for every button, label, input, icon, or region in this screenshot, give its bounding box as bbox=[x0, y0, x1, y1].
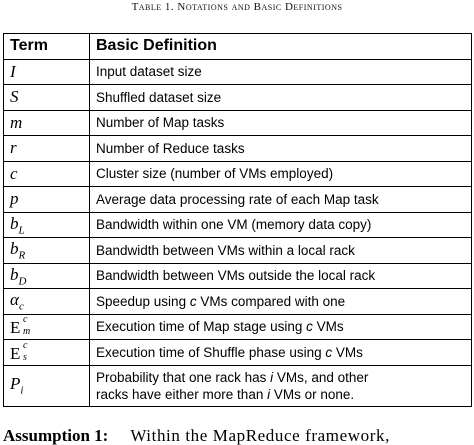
definition-cell: Number of Map tasks bbox=[90, 110, 472, 136]
definition-variable: c bbox=[325, 344, 333, 360]
header-definition: Basic Definition bbox=[90, 34, 472, 60]
assumption-text: Within the MapReduce framework, bbox=[130, 426, 390, 445]
term-symbol: m bbox=[10, 112, 23, 132]
term-symbol: b bbox=[10, 213, 19, 233]
term-symbol: E bbox=[10, 343, 21, 363]
table-row bbox=[4, 212, 472, 238]
term-symbol: b bbox=[10, 264, 19, 284]
term-cell bbox=[4, 314, 90, 340]
definition-text: Speedup using bbox=[96, 293, 190, 309]
term-cell bbox=[4, 187, 90, 213]
term-subscript: m bbox=[23, 326, 31, 338]
definition-variable: c bbox=[306, 319, 313, 335]
definition-text: VMs, and other bbox=[273, 369, 369, 385]
header-term: Term bbox=[4, 34, 90, 60]
term-symbol: P bbox=[10, 374, 21, 394]
term-stack bbox=[10, 314, 34, 338]
term-cell bbox=[4, 85, 90, 111]
term-cell bbox=[4, 212, 90, 238]
definition-variable: i bbox=[267, 386, 271, 402]
definition-cell: Bandwidth within one VM (memory data copy) bbox=[90, 212, 472, 238]
term-cell bbox=[4, 263, 90, 289]
term-subscript: s bbox=[23, 351, 27, 363]
definition-cell: Cluster size (number of VMs employed) bbox=[90, 161, 472, 187]
definition-text: VMs compared with one bbox=[196, 293, 346, 309]
term-cell bbox=[4, 340, 90, 366]
table-row bbox=[4, 136, 472, 162]
term-symbol: r bbox=[10, 138, 17, 158]
term-stack bbox=[10, 339, 34, 363]
definition-text: VMs bbox=[312, 319, 344, 335]
table-caption: Table 1. Notations and Basic Definitions bbox=[131, 1, 343, 13]
notation-table bbox=[3, 33, 472, 407]
definition-text: VMs or none. bbox=[270, 386, 355, 402]
term-subscript: L bbox=[18, 223, 25, 236]
assumption-label: Assumption 1: bbox=[3, 426, 109, 445]
definition-text: Execution time of Shuffle phase using bbox=[96, 344, 326, 360]
term-symbol: α bbox=[10, 290, 19, 310]
table-header-row bbox=[4, 34, 472, 60]
table-row bbox=[4, 365, 472, 406]
definition-cell bbox=[90, 314, 472, 340]
term-cell bbox=[4, 365, 90, 406]
term-cell bbox=[4, 289, 90, 315]
table-row bbox=[4, 314, 472, 340]
term-subscript: R bbox=[18, 249, 26, 262]
definition-variable: c bbox=[189, 293, 197, 309]
definition-cell: Number of Reduce tasks bbox=[90, 136, 472, 162]
term-cell bbox=[4, 136, 90, 162]
definition-text: Execution time of Map stage using bbox=[96, 319, 307, 335]
term-symbol: I bbox=[10, 61, 16, 81]
term-cell bbox=[4, 238, 90, 264]
table-row bbox=[4, 59, 472, 85]
table-row bbox=[4, 161, 472, 187]
definition-cell: Shuffled dataset size bbox=[90, 85, 472, 111]
definition-text: VMs bbox=[332, 344, 363, 360]
definition-cell: Average data processing rate of each Map task bbox=[90, 187, 472, 213]
term-symbol: E bbox=[10, 318, 21, 338]
definition-variable: i bbox=[270, 369, 274, 385]
term-superscript: c bbox=[23, 339, 28, 351]
table-row bbox=[4, 187, 472, 213]
definition-text: racks have either more than bbox=[96, 386, 268, 402]
term-subscript: i bbox=[20, 384, 24, 397]
table-row bbox=[4, 238, 472, 264]
table-row bbox=[4, 85, 472, 111]
term-symbol: S bbox=[10, 87, 19, 107]
term-subscript: D bbox=[18, 274, 27, 287]
definition-cell: Input dataset size bbox=[90, 59, 472, 85]
definition-cell: Bandwidth between VMs within a local rack bbox=[90, 238, 472, 264]
definition-cell: Bandwidth between VMs outside the local rack bbox=[90, 263, 472, 289]
table-row bbox=[4, 110, 472, 136]
definition-cell bbox=[90, 289, 472, 315]
table-row bbox=[4, 340, 472, 366]
term-cell bbox=[4, 110, 90, 136]
term-symbol: b bbox=[10, 239, 19, 259]
term-subscript: c bbox=[18, 300, 24, 313]
table-row bbox=[4, 263, 472, 289]
definition-cell bbox=[90, 365, 472, 406]
term-cell bbox=[4, 59, 90, 85]
table-row bbox=[4, 289, 472, 315]
definition-text: Probability that one rack has bbox=[96, 369, 271, 385]
term-superscript: c bbox=[23, 314, 28, 326]
term-cell bbox=[4, 161, 90, 187]
definition-cell bbox=[90, 340, 472, 366]
assumption-line bbox=[3, 426, 473, 445]
term-symbol: p bbox=[10, 189, 19, 209]
term-symbol: c bbox=[10, 163, 18, 183]
